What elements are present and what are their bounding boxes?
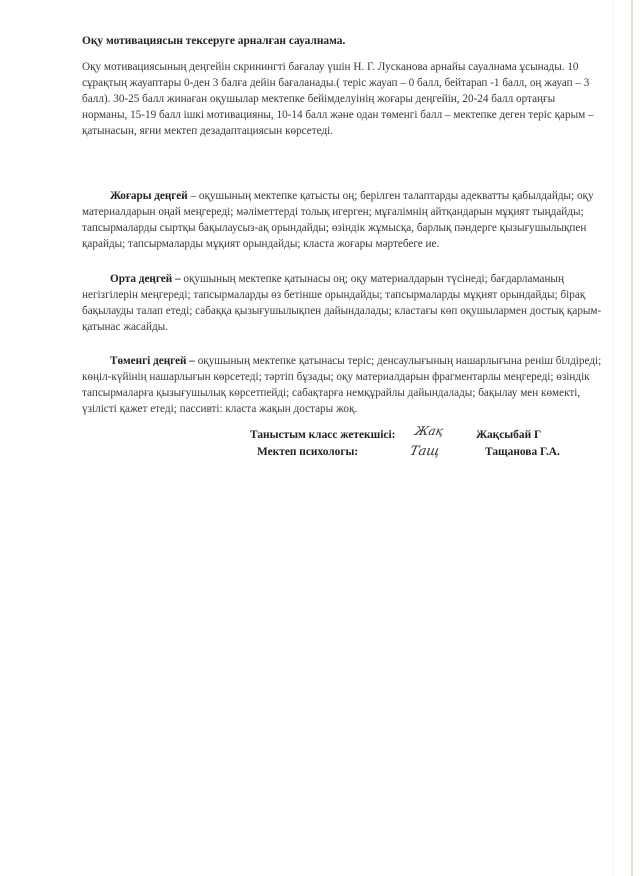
handwritten-signature: Тащ xyxy=(408,444,442,459)
level-mid-paragraph xyxy=(82,271,602,335)
level-mid-text: оқушының мектепке қатынасы оң; оқу материалдарын түсінеді; бағдарламаның негізгілерін меңгереді; тапсырмаларды өз бетінше орындайды; тапсырмаларды мұқият орындайды; бірақ бақылауды талап етеді; сабаққа қызығушылықпен дайындалады; кластағы көп оқушылармен достық қарым-қатынас жасайды. xyxy=(82,273,602,333)
level-high-paragraph xyxy=(82,188,602,252)
page-right-edge xyxy=(631,0,633,876)
intro-paragraph: Оқу мотивациясының деңгейін скринингті бағалау үшін Н. Г. Лусканова арнайы сауалнама ұсынады. 10 сұрақтың жауаптары 0-ден 3 балға дейін бағаланады.( теріс жауап – 0 балл, бейтарап -1 балл, оң жауап – 3 балл). 30-25 балл жинаған оқушылар мектепке бейімделуінің жоғары деңгейін, 20-24 балл ортаңғы норманы, 15-19 балл ішкі мотивацияны, 10-14 балл және одан төменгі балл – мектепке деген теріс қарым – қатынасын, яғни мектеп дезадаптациясын көрсетеді. xyxy=(82,61,594,137)
signature-name: Жақсыбай Г xyxy=(476,429,542,441)
document-body xyxy=(82,33,602,417)
scan-shadow-line xyxy=(612,0,613,876)
level-high-text: – оқушының мектепке қатысты оң; берілген талаптарды адекватты қабылдайды; оқу материалдарын оңай меңгереді; мәліметтерді толық игерген; мұғалімнің айтқандарын мұқият тыңдайды; тапсырмаларды сыртқы бақылаусыз-ақ орындайды; өзіндік жұмысқа, барлық пәндерге қызығушылықпен қарайды; тапсырмаларды мұқият орындайды; класта жоғары мәртебеге ие. xyxy=(82,190,594,250)
level-high-label: Жоғары деңгей xyxy=(110,190,188,202)
signature-role: Таныстым класс жетекшісі: xyxy=(250,429,396,441)
document-title: Оқу мотивациясын тексеруге арналған сауалнама. xyxy=(82,35,346,47)
level-mid-label: Орта деңгей – xyxy=(110,273,181,285)
handwritten-signature: Жақ xyxy=(413,424,445,438)
signature-name: Тащанова Г.А. xyxy=(485,446,560,458)
level-low-label: Төменгі деңгей – xyxy=(110,355,195,367)
level-low-paragraph xyxy=(82,353,602,417)
level-low-text: оқушының мектепке қатынасы теріс; денсаулығының нашарлығына реніш білдіреді; көңіл-күйінің нашарлығын көрсетеді; тәртіп бұзады; оқу материалдарын фрагментарлы меңгереді; өзіндік тапсырмаларға қызығушылық көрсетпейді; сабақтарға немқұрайлы дайындалады; бақылау мен көмекті, үзілісті қажет етеді; пассивті: класта жақын достары жоқ. xyxy=(82,355,602,415)
signature-role: Мектеп психологы: xyxy=(257,446,359,458)
